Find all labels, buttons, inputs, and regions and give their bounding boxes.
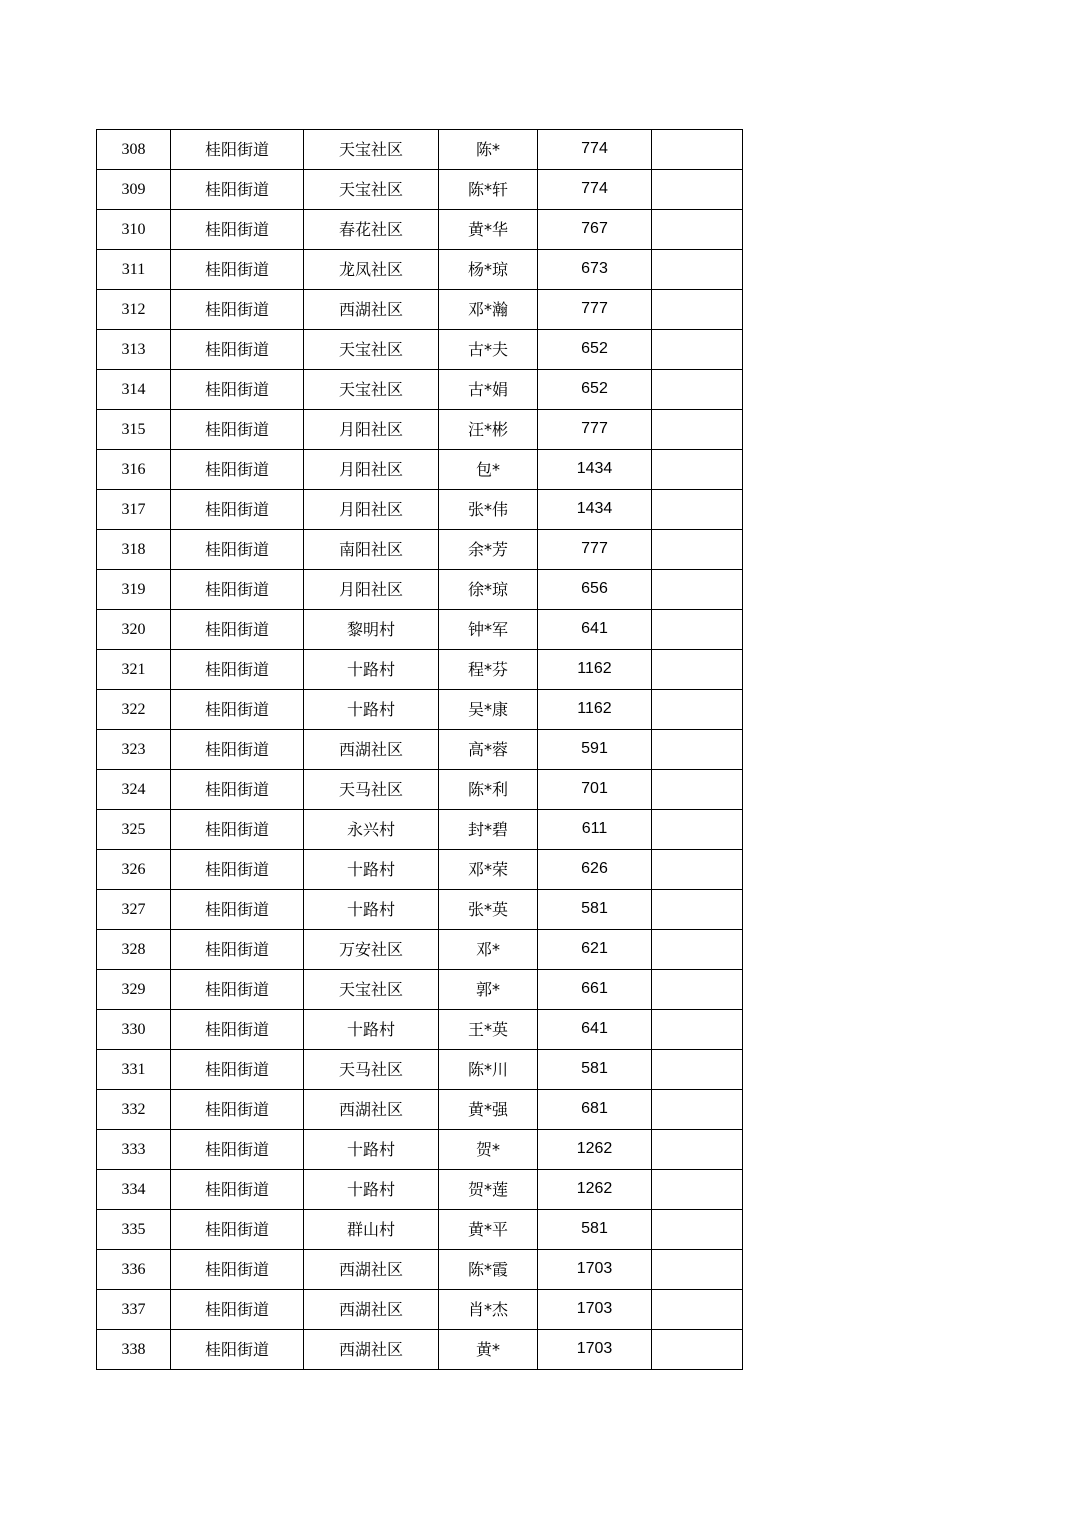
community-cell: 天宝社区: [304, 130, 439, 170]
table-row: [97, 130, 743, 170]
amount-cell: 626: [538, 850, 652, 890]
community-cell: 天宝社区: [304, 330, 439, 370]
community-cell: 十路村: [304, 650, 439, 690]
note-cell: [652, 1210, 743, 1250]
amount-cell: 774: [538, 130, 652, 170]
street-cell: 桂阳街道: [171, 1250, 304, 1290]
community-cell: 万安社区: [304, 930, 439, 970]
row-number-cell: 327: [97, 890, 171, 930]
street-cell: 桂阳街道: [171, 330, 304, 370]
table-row: [97, 1210, 743, 1250]
community-cell: 月阳社区: [304, 490, 439, 530]
community-cell: 天马社区: [304, 1050, 439, 1090]
row-number-cell: 337: [97, 1290, 171, 1330]
amount-cell: 581: [538, 1050, 652, 1090]
table-row: [97, 1050, 743, 1090]
table-row: [97, 450, 743, 490]
street-cell: 桂阳街道: [171, 690, 304, 730]
person-name-cell: 包*: [439, 450, 538, 490]
row-number-cell: 319: [97, 570, 171, 610]
note-cell: [652, 250, 743, 290]
amount-cell: 1434: [538, 450, 652, 490]
street-cell: 桂阳街道: [171, 610, 304, 650]
person-name-cell: 黄*平: [439, 1210, 538, 1250]
table-row: [97, 850, 743, 890]
amount-cell: 591: [538, 730, 652, 770]
table-row: [97, 330, 743, 370]
community-cell: 天宝社区: [304, 970, 439, 1010]
community-cell: 十路村: [304, 850, 439, 890]
person-name-cell: 古*夫: [439, 330, 538, 370]
street-cell: 桂阳街道: [171, 1050, 304, 1090]
note-cell: [652, 1330, 743, 1370]
street-cell: 桂阳街道: [171, 290, 304, 330]
street-cell: 桂阳街道: [171, 210, 304, 250]
table-row: [97, 1090, 743, 1130]
community-cell: 西湖社区: [304, 1250, 439, 1290]
person-name-cell: 程*芬: [439, 650, 538, 690]
table-row: [97, 1330, 743, 1370]
community-cell: 南阳社区: [304, 530, 439, 570]
person-name-cell: 陈*轩: [439, 170, 538, 210]
table-row: [97, 1250, 743, 1290]
amount-cell: 652: [538, 370, 652, 410]
street-cell: 桂阳街道: [171, 450, 304, 490]
table-row: [97, 810, 743, 850]
street-cell: 桂阳街道: [171, 810, 304, 850]
street-cell: 桂阳街道: [171, 1130, 304, 1170]
street-cell: 桂阳街道: [171, 1210, 304, 1250]
amount-cell: 673: [538, 250, 652, 290]
note-cell: [652, 1050, 743, 1090]
community-cell: 黎明村: [304, 610, 439, 650]
table-row: [97, 370, 743, 410]
community-cell: 龙凤社区: [304, 250, 439, 290]
note-cell: [652, 210, 743, 250]
amount-cell: 774: [538, 170, 652, 210]
note-cell: [652, 570, 743, 610]
row-number-cell: 334: [97, 1170, 171, 1210]
table-row: [97, 1130, 743, 1170]
amount-cell: 777: [538, 410, 652, 450]
community-cell: 十路村: [304, 1130, 439, 1170]
person-name-cell: 黄*华: [439, 210, 538, 250]
person-name-cell: 陈*霞: [439, 1250, 538, 1290]
person-name-cell: 陈*: [439, 130, 538, 170]
person-name-cell: 邓*瀚: [439, 290, 538, 330]
community-cell: 天马社区: [304, 770, 439, 810]
person-name-cell: 肖*杰: [439, 1290, 538, 1330]
table-row: [97, 770, 743, 810]
amount-cell: 652: [538, 330, 652, 370]
row-number-cell: 328: [97, 930, 171, 970]
community-cell: 十路村: [304, 690, 439, 730]
note-cell: [652, 730, 743, 770]
street-cell: 桂阳街道: [171, 170, 304, 210]
amount-cell: 641: [538, 1010, 652, 1050]
note-cell: [652, 1250, 743, 1290]
person-name-cell: 杨*琼: [439, 250, 538, 290]
row-number-cell: 329: [97, 970, 171, 1010]
row-number-cell: 315: [97, 410, 171, 450]
table-row: [97, 250, 743, 290]
note-cell: [652, 890, 743, 930]
records-table-body: [97, 130, 743, 1370]
street-cell: 桂阳街道: [171, 770, 304, 810]
note-cell: [652, 970, 743, 1010]
amount-cell: 767: [538, 210, 652, 250]
community-cell: 春花社区: [304, 210, 439, 250]
note-cell: [652, 770, 743, 810]
community-cell: 十路村: [304, 1010, 439, 1050]
table-row: [97, 210, 743, 250]
row-number-cell: 338: [97, 1330, 171, 1370]
row-number-cell: 320: [97, 610, 171, 650]
note-cell: [652, 410, 743, 450]
amount-cell: 641: [538, 610, 652, 650]
community-cell: 月阳社区: [304, 410, 439, 450]
amount-cell: 681: [538, 1090, 652, 1130]
person-name-cell: 黄*强: [439, 1090, 538, 1130]
table-row: [97, 890, 743, 930]
row-number-cell: 326: [97, 850, 171, 890]
street-cell: 桂阳街道: [171, 850, 304, 890]
table-row: [97, 490, 743, 530]
note-cell: [652, 330, 743, 370]
table-row: [97, 930, 743, 970]
amount-cell: 611: [538, 810, 652, 850]
amount-cell: 777: [538, 290, 652, 330]
row-number-cell: 313: [97, 330, 171, 370]
note-cell: [652, 1170, 743, 1210]
row-number-cell: 316: [97, 450, 171, 490]
table-row: [97, 410, 743, 450]
amount-cell: 1703: [538, 1290, 652, 1330]
street-cell: 桂阳街道: [171, 530, 304, 570]
street-cell: 桂阳街道: [171, 250, 304, 290]
table-row: [97, 170, 743, 210]
person-name-cell: 邓*荣: [439, 850, 538, 890]
row-number-cell: 325: [97, 810, 171, 850]
street-cell: 桂阳街道: [171, 130, 304, 170]
community-cell: 西湖社区: [304, 290, 439, 330]
street-cell: 桂阳街道: [171, 890, 304, 930]
street-cell: 桂阳街道: [171, 1170, 304, 1210]
row-number-cell: 335: [97, 1210, 171, 1250]
row-number-cell: 336: [97, 1250, 171, 1290]
amount-cell: 1262: [538, 1130, 652, 1170]
amount-cell: 656: [538, 570, 652, 610]
row-number-cell: 314: [97, 370, 171, 410]
amount-cell: 661: [538, 970, 652, 1010]
amount-cell: 1434: [538, 490, 652, 530]
amount-cell: 1703: [538, 1330, 652, 1370]
note-cell: [652, 650, 743, 690]
note-cell: [652, 290, 743, 330]
table-row: [97, 290, 743, 330]
row-number-cell: 324: [97, 770, 171, 810]
street-cell: 桂阳街道: [171, 730, 304, 770]
person-name-cell: 郭*: [439, 970, 538, 1010]
row-number-cell: 331: [97, 1050, 171, 1090]
note-cell: [652, 450, 743, 490]
person-name-cell: 徐*琼: [439, 570, 538, 610]
amount-cell: 1162: [538, 690, 652, 730]
note-cell: [652, 930, 743, 970]
community-cell: 月阳社区: [304, 450, 439, 490]
note-cell: [652, 1290, 743, 1330]
note-cell: [652, 530, 743, 570]
person-name-cell: 封*碧: [439, 810, 538, 850]
row-number-cell: 311: [97, 250, 171, 290]
row-number-cell: 332: [97, 1090, 171, 1130]
row-number-cell: 333: [97, 1130, 171, 1170]
amount-cell: 777: [538, 530, 652, 570]
note-cell: [652, 1130, 743, 1170]
person-name-cell: 黄*: [439, 1330, 538, 1370]
person-name-cell: 高*蓉: [439, 730, 538, 770]
amount-cell: 1703: [538, 1250, 652, 1290]
person-name-cell: 吴*康: [439, 690, 538, 730]
amount-cell: 701: [538, 770, 652, 810]
street-cell: 桂阳街道: [171, 1290, 304, 1330]
table-row: [97, 650, 743, 690]
note-cell: [652, 690, 743, 730]
row-number-cell: 323: [97, 730, 171, 770]
table-row: [97, 610, 743, 650]
row-number-cell: 312: [97, 290, 171, 330]
person-name-cell: 王*英: [439, 1010, 538, 1050]
note-cell: [652, 1010, 743, 1050]
row-number-cell: 321: [97, 650, 171, 690]
row-number-cell: 308: [97, 130, 171, 170]
table-row: [97, 530, 743, 570]
street-cell: 桂阳街道: [171, 1330, 304, 1370]
table-row: [97, 1010, 743, 1050]
person-name-cell: 陈*利: [439, 770, 538, 810]
community-cell: 十路村: [304, 1170, 439, 1210]
person-name-cell: 古*娟: [439, 370, 538, 410]
person-name-cell: 张*伟: [439, 490, 538, 530]
street-cell: 桂阳街道: [171, 930, 304, 970]
street-cell: 桂阳街道: [171, 490, 304, 530]
street-cell: 桂阳街道: [171, 1010, 304, 1050]
note-cell: [652, 610, 743, 650]
community-cell: 月阳社区: [304, 570, 439, 610]
community-cell: 西湖社区: [304, 1330, 439, 1370]
row-number-cell: 322: [97, 690, 171, 730]
street-cell: 桂阳街道: [171, 1090, 304, 1130]
table-row: [97, 1290, 743, 1330]
person-name-cell: 余*芳: [439, 530, 538, 570]
community-cell: 西湖社区: [304, 1090, 439, 1130]
amount-cell: 1162: [538, 650, 652, 690]
community-cell: 天宝社区: [304, 370, 439, 410]
person-name-cell: 钟*军: [439, 610, 538, 650]
amount-cell: 581: [538, 890, 652, 930]
street-cell: 桂阳街道: [171, 970, 304, 1010]
note-cell: [652, 130, 743, 170]
community-cell: 十路村: [304, 890, 439, 930]
amount-cell: 581: [538, 1210, 652, 1250]
note-cell: [652, 490, 743, 530]
table-row: [97, 570, 743, 610]
person-name-cell: 张*英: [439, 890, 538, 930]
street-cell: 桂阳街道: [171, 650, 304, 690]
row-number-cell: 310: [97, 210, 171, 250]
amount-cell: 621: [538, 930, 652, 970]
street-cell: 桂阳街道: [171, 570, 304, 610]
community-cell: 西湖社区: [304, 730, 439, 770]
note-cell: [652, 1090, 743, 1130]
community-cell: 天宝社区: [304, 170, 439, 210]
note-cell: [652, 370, 743, 410]
records-table: [96, 129, 743, 1370]
community-cell: 永兴村: [304, 810, 439, 850]
row-number-cell: 309: [97, 170, 171, 210]
note-cell: [652, 170, 743, 210]
community-cell: 西湖社区: [304, 1290, 439, 1330]
person-name-cell: 汪*彬: [439, 410, 538, 450]
table-row: [97, 730, 743, 770]
person-name-cell: 邓*: [439, 930, 538, 970]
table-row: [97, 970, 743, 1010]
street-cell: 桂阳街道: [171, 370, 304, 410]
note-cell: [652, 810, 743, 850]
row-number-cell: 317: [97, 490, 171, 530]
community-cell: 群山村: [304, 1210, 439, 1250]
table-row: [97, 1170, 743, 1210]
row-number-cell: 330: [97, 1010, 171, 1050]
person-name-cell: 陈*川: [439, 1050, 538, 1090]
person-name-cell: 贺*: [439, 1130, 538, 1170]
table-row: [97, 690, 743, 730]
row-number-cell: 318: [97, 530, 171, 570]
note-cell: [652, 850, 743, 890]
person-name-cell: 贺*莲: [439, 1170, 538, 1210]
amount-cell: 1262: [538, 1170, 652, 1210]
street-cell: 桂阳街道: [171, 410, 304, 450]
